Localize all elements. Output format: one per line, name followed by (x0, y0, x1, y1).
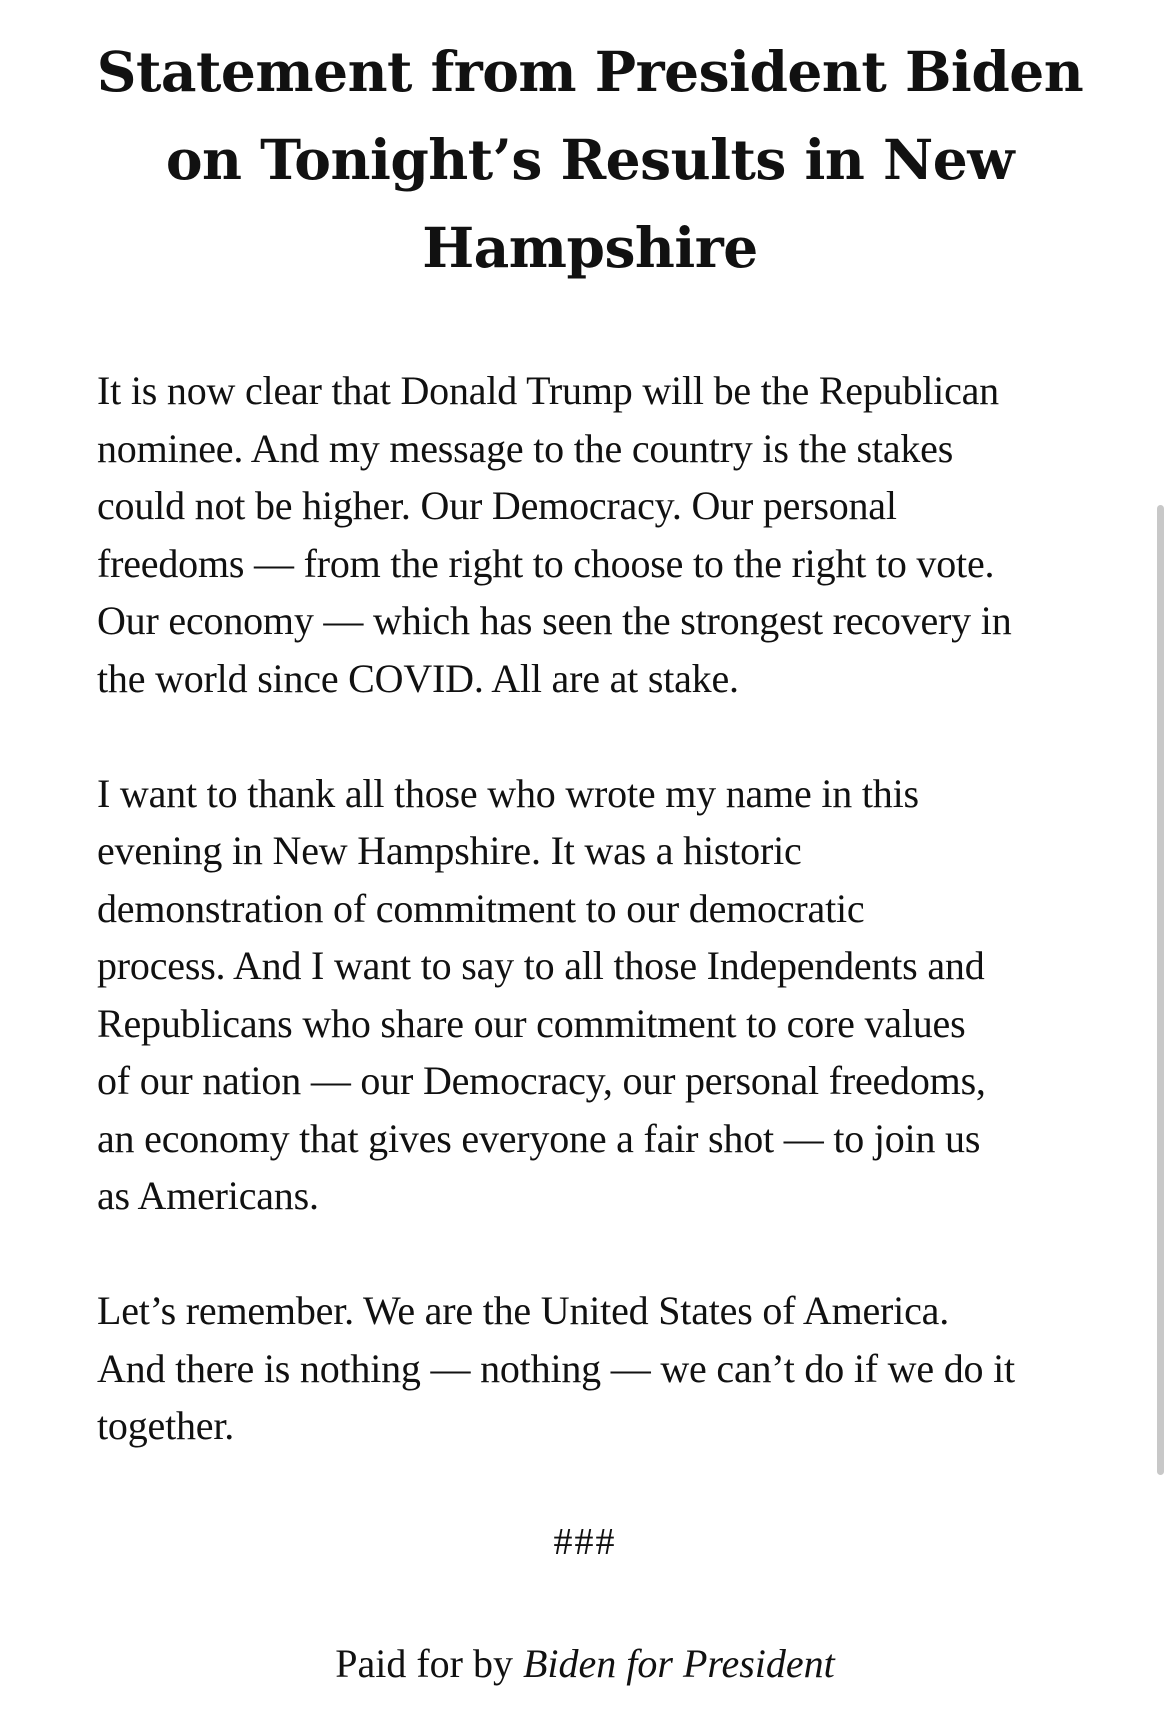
paragraph-line: as Americans. (97, 1173, 319, 1218)
title-line: Statement from President Biden (96, 39, 1084, 104)
paragraph-line: process. And I want to say to all those Independents and (97, 943, 985, 988)
paragraph-line: evening in New Hampshire. It was a historic (97, 828, 802, 873)
paragraph-line: Let’s remember. We are the United States of America. (97, 1288, 950, 1333)
paragraph-line: And there is nothing — nothing — we can’t do if we do it (97, 1345, 1015, 1391)
paragraph-2 (97, 765, 1087, 1225)
paragraph-line: freedoms — from the right to choose to the right to vote. (97, 540, 995, 586)
paragraph-line: I want to thank all those who wrote my name in this (97, 770, 919, 816)
footer-organization: Biden for President (522, 1641, 835, 1686)
title-line: Hampshire (422, 215, 758, 280)
paragraph-line: an economy that gives everyone a fair shot — to join us (97, 1115, 981, 1161)
paragraph-1 (97, 362, 1087, 707)
vertical-scrollbar[interactable] (1157, 505, 1164, 1475)
title-line: on Tonight’s Results in New (165, 127, 1015, 192)
paragraph-line: demonstration of commitment to our democratic (97, 885, 865, 931)
paragraph-line: nominee. And my message to the country is the stakes (97, 425, 954, 471)
statement-title (90, 28, 1090, 292)
paragraph-line: Republicans who share our commitment to core values (97, 1000, 966, 1046)
paid-for-by-footer (0, 1640, 1170, 1687)
paragraph-line: together. (97, 1403, 235, 1448)
section-divider: ### (553, 1521, 617, 1563)
paragraph-line: could not be higher. Our Democracy. Our personal (97, 483, 897, 528)
paragraph-line: of our nation — our Democracy, our personal freedoms, (97, 1058, 986, 1103)
paragraph-line: the world since COVID. All are at stake. (97, 655, 739, 701)
paragraph-line: Our economy — which has seen the strongest recovery in (97, 598, 1012, 643)
statement-body (97, 362, 1087, 1455)
footer-prefix: Paid for by (335, 1641, 523, 1686)
paragraph-3 (97, 1282, 1087, 1455)
paragraph-line: It is now clear that Donald Trump will be the Republican (97, 368, 999, 413)
